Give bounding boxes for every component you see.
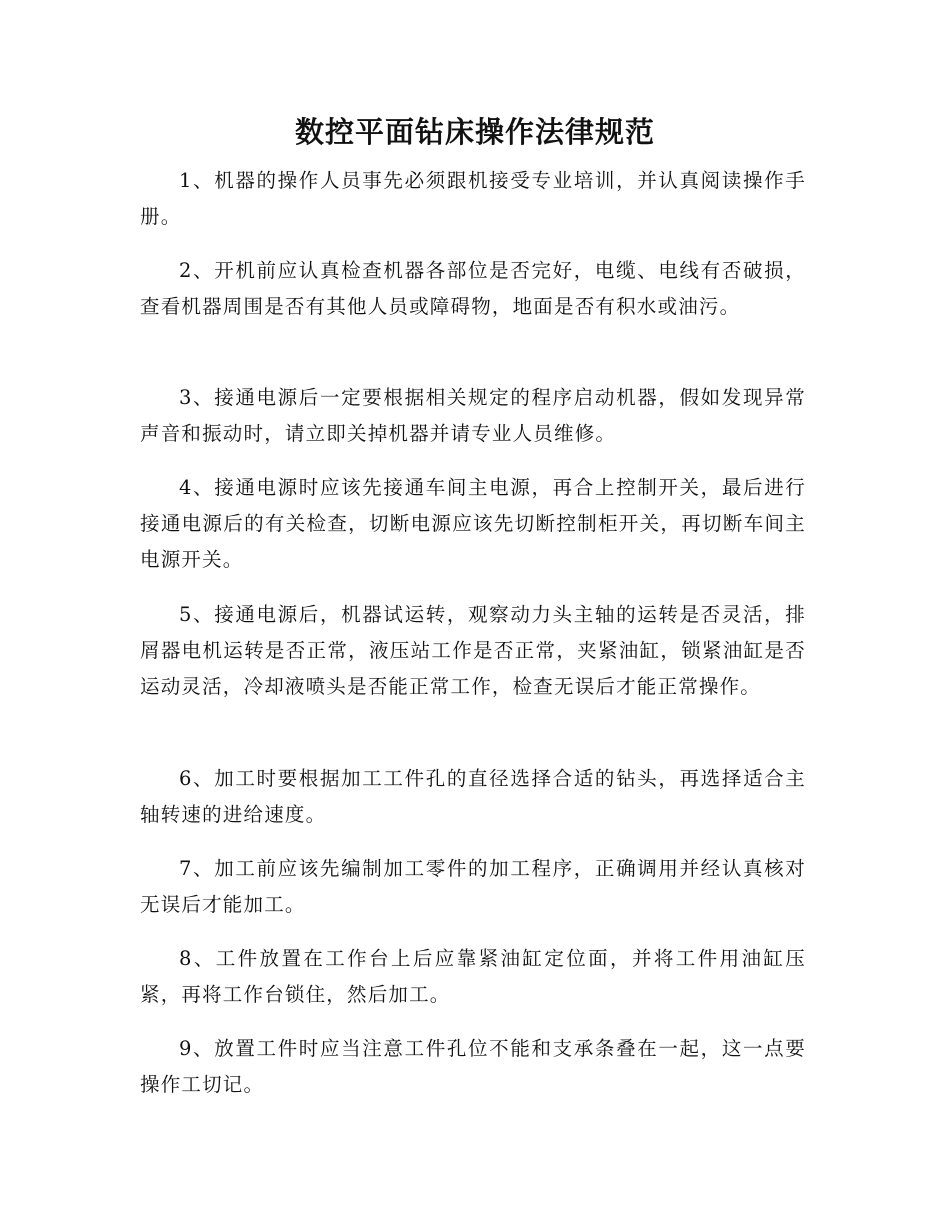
paragraph-4: 4、接通电源时应该先接通车间主电源，再合上控制开关，最后进行接通电源后的有关检查，切断电源应该先切断控制柜开关，再切断车间主电源开关。 [140,476,806,571]
paragraph-2: 2、开机前应认真检查机器各部位是否完好，电缆、电线有否破损，查看机器周围是否有其他人员或障碍物，地面是否有积水或油污。 [140,259,806,318]
paragraph-5: 5、接通电源后，机器试运转，观察动力头主轴的运转是否灵活，排屑器电机运转是否正常，液压站工作是否正常，夹紧油缸，锁紧油缸是否运动灵活，冷却液喷头是否能正常工作，检查无误后才能正常操作。 [140,603,806,698]
paragraph-9: 9、放置工件时应当注意工件孔位不能和支承条叠在一起，这一点要操作工切记。 [140,1037,806,1096]
paragraph-7: 7、加工前应该先编制加工零件的加工程序，正确调用并经认真核对无误后才能加工。 [140,857,806,916]
document-title: 数控平面钻床操作法律规范 [294,115,655,149]
paragraph-6: 6、加工时要根据加工工件孔的直径选择合适的钻头，再选择适合主轴转速的进给速度。 [140,767,806,826]
paragraph-3: 3、接通电源后一定要根据相关规定的程序启动机器，假如发现异常声音和振动时，请立即关掉机器并请专业人员维修。 [140,386,806,445]
paragraph-1: 1、机器的操作人员事先必须跟机接受专业培训，并认真阅读操作手册。 [140,169,806,228]
paragraph-8: 8、工件放置在工作台上后应靠紧油缸定位面，并将工件用油缸压紧，再将工作台锁住，然后加工。 [140,947,806,1006]
